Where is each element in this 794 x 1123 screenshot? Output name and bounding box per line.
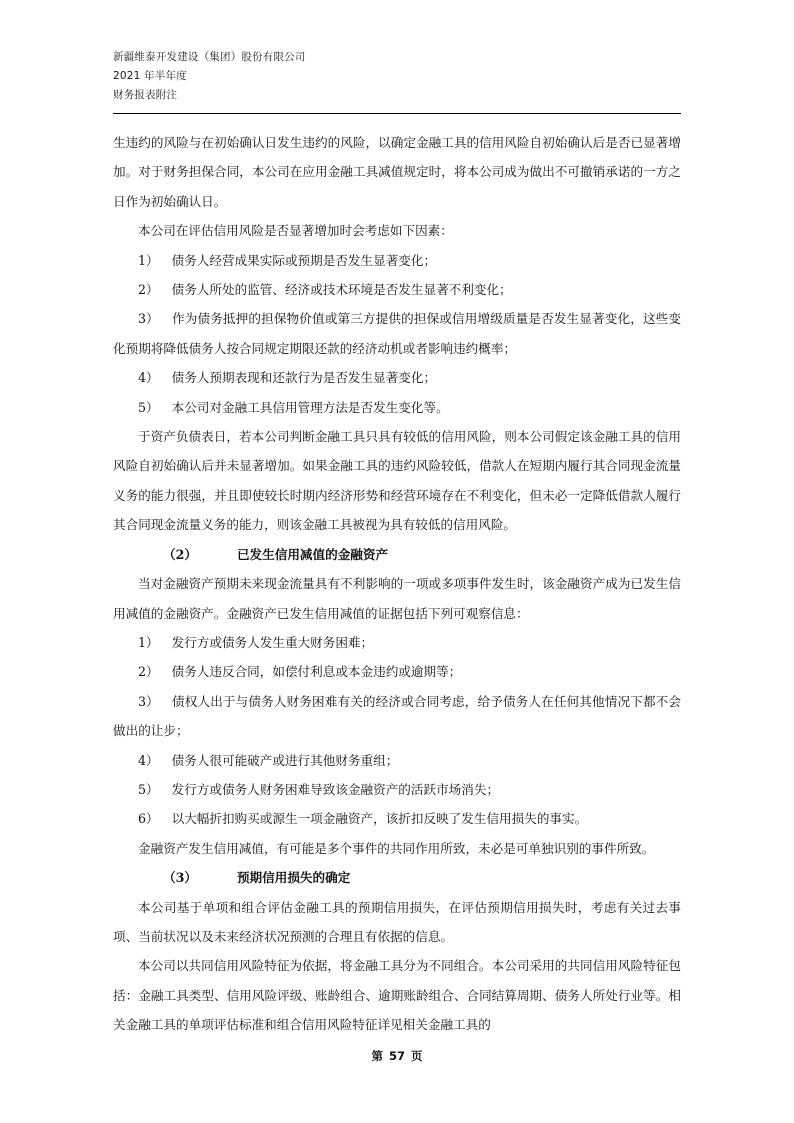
- subsection-heading-2: [113, 540, 681, 569]
- list-item-label: 债务人很可能破产或进行其他财务重组；: [171, 752, 399, 768]
- list-item-label: 发行方或债务人发生重大财务困难；: [171, 634, 374, 650]
- list-item-label: 债务人所处的监管、经济或技术环境是否发生显著不利变化；: [171, 282, 512, 298]
- subsection-number: （3）: [163, 870, 197, 886]
- subsection-title: 预期信用损失的确定: [236, 870, 351, 886]
- list-item-label: 债务人违反合同，如偿付利息或本金违约或逾期等；: [171, 664, 462, 680]
- list-item-number: 1）: [138, 634, 159, 650]
- list-item-number: 2）: [138, 282, 159, 298]
- list-item: [113, 275, 681, 304]
- list-item: [113, 363, 681, 392]
- list-item-label: 债务人预期表现和还款行为是否发生显著变化；: [171, 370, 437, 386]
- list-item: [113, 393, 681, 422]
- list-item: [113, 804, 681, 833]
- paragraph-continuation: 生违约的风险与在初始确认日发生违约的风险，以确定金融工具的信用风险自初始确认后是否已显著增加。对于财务担保合同，本公司在应用金融工具减值规定时，将本公司成为做出不可撤销承诺的一方之日作为初始确认日。: [113, 135, 681, 209]
- paragraph-expected-loss-basis: 本公司基于单项和组合评估金融工具的预期信用损失，在评估预期信用损失时，考虑有关过去事项、当前状况以及未来经济状况预测的合理且有依据的信息。: [113, 899, 681, 944]
- page-footer: [0, 1048, 794, 1064]
- list-item-label: 发行方或债务人财务困难导致该金融资产的活跃市场消失；: [171, 781, 500, 797]
- list-item-number: 1）: [138, 252, 159, 268]
- paragraph-risk-grouping: 本公司以共同信用风险特征为依据，将金融工具分为不同组合。本公司采用的共同信用风险特征包括：金融工具类型、信用风险评级、账龄组合、逾期账龄组合、合同结算周期、债务人所处行业等。相关金融工具的单项评估标准和组合信用风险特征详见相关金融工具的: [113, 958, 681, 1033]
- list-item-number: 2）: [138, 664, 159, 680]
- list-item: [113, 657, 681, 686]
- list-item-label: 债权人出于与债务人财务困难有关的经济或合同考虑，给予债务人在任何其他情况下都不会做出的让步；: [113, 693, 681, 739]
- list-item-number: 3）: [138, 693, 159, 709]
- paragraph-low-credit-risk: 于资产负债表日，若本公司判断金融工具只具有较低的信用风险，则本公司假定该金融工具的信用风险自初始确认后并未显著增加。如果金融工具的违约风险较低，借款人在短期内履行其合同现金流量义务的能力很强，并且即使较长时期内经济形势和经营环境存在不利变化，但未必一定降低借款人履行其合同现金流量义务的能力，则该金融工具被视为具有较低的信用风险。: [113, 429, 681, 533]
- list-item-number: 3）: [138, 311, 159, 327]
- subsection-title: 已发生信用减值的金融资产: [236, 546, 389, 562]
- document-body: [113, 128, 681, 1040]
- list-item: [113, 628, 681, 657]
- paragraph-assessment-intro: 本公司在评估信用风险是否显著增加时会考虑如下因素：: [138, 223, 453, 239]
- list-item: [113, 687, 681, 746]
- page-number: 57: [388, 1049, 405, 1063]
- list-item-label: 以大幅折扣购买或源生一项金融资产，该折扣反映了发生信用损失的事实。: [171, 811, 588, 827]
- subsection-heading-3: [113, 863, 681, 892]
- list-item-label: 本公司对金融工具信用管理方法是否发生变化等。: [171, 399, 449, 415]
- list-item-number: 5）: [138, 781, 159, 797]
- header-section-title: 财务报表附注: [113, 89, 178, 101]
- footer-suffix: 页: [411, 1049, 423, 1063]
- list-item-label: 债务人经营成果实际或预期是否发生显著变化；: [171, 252, 437, 268]
- list-item-label: 作为债务抵押的担保物价值或第三方提供的担保或信用增级质量是否发生显著变化，这些变化预期将降低债务人按合同规定期限还款的经济动机或者影响违约概率；: [113, 311, 681, 356]
- list-item-number: 5）: [138, 399, 159, 415]
- footer-prefix: 第: [371, 1049, 383, 1063]
- header-period: 2021 年半年度: [113, 70, 187, 82]
- document-header: [113, 48, 681, 105]
- list-item-number: 6）: [138, 811, 159, 827]
- header-company-name: 新疆维泰开发建设（集团）股份有限公司: [113, 51, 306, 63]
- list-item-number: 4）: [138, 370, 159, 386]
- list-item: [113, 304, 681, 363]
- list-item: [113, 746, 681, 775]
- paragraph-impaired-assets: 当对金融资产预期未来现金流量具有不利影响的一项或多项事件发生时，该金融资产成为已发生信用减值的金融资产。金融资产已发生信用减值的证据包括下列可观察信息：: [113, 576, 681, 621]
- paragraph-multiple-events: 金融资产发生信用减值，有可能是多个事件的共同作用所致，未必是可单独识别的事件所致。: [138, 840, 655, 856]
- subsection-number: （2）: [163, 546, 197, 562]
- list-item: [113, 775, 681, 804]
- list-item-number: 4）: [138, 752, 159, 768]
- header-divider: [113, 113, 681, 114]
- page-content: [113, 48, 681, 1040]
- list-item: [113, 246, 681, 275]
